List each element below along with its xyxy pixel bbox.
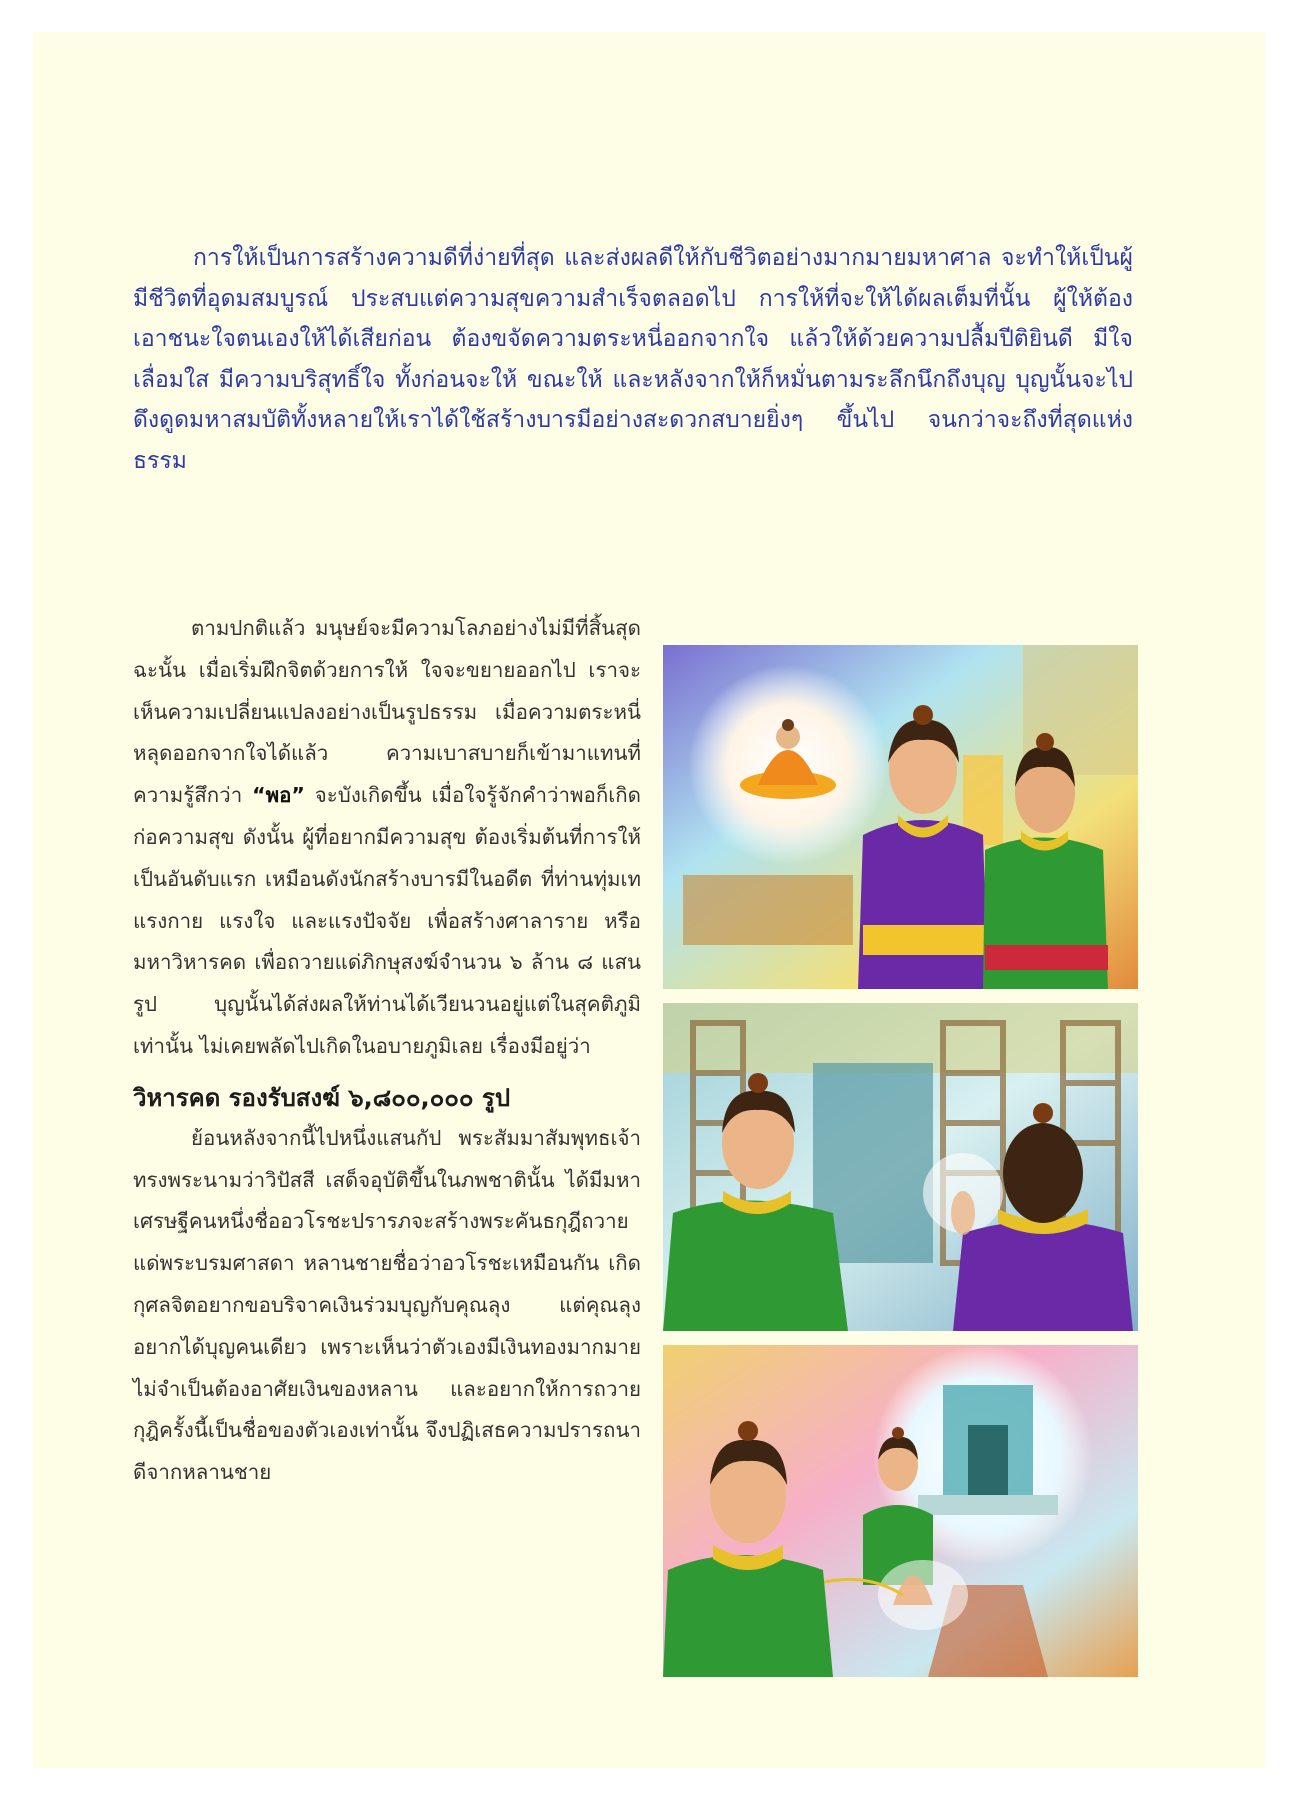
body-paragraph-1-start: ตามปกติแล้ว มนุษย์จะมีความโลภอย่างไม่มีที่สิ้นสุด ฉะนั้น เมื่อเริ่มฝึกจิตด้วยการให้ ใจจะขยายออกไป เราจะเห็นความเปลี่ยนแปลงอย่างเป็นรูปธรรม เมื่อความตระหนี่หลุดออกจากใจได้แล้ว ความเบาสบายก็เข้ามาแทนที่ ความรู้สึกว่า — [133, 616, 641, 808]
body-paragraph-2: ย้อนหลังจากนี้ไปหนึ่งแสนกัป พระสัมมาสัมพุทธเจ้าทรงพระนามว่าวิปัสสี เสด็จอุบัติขึ้นในภพชาตินั้น ได้มีมหาเศรษฐีคนหนึ่งชื่ออวโรชะปรารภจะสร้างพระคันธกุฎีถวายแด่พระบรมศาสดา หลานชายชื่อว่าอวโรชะเหมือนกัน เกิดกุศลจิตอยากขอบริจาคเงินร่วมบุญกับคุณลุง แต่คุณลุงอยากได้บุญคนเดียว เพราะเห็นว่าตัวเองมีเงินทองมากมายไม่จำเป็นต้องอาศัยเงินของหลาน และอยากให้การถวายกุฎิครั้งนี้เป็นชื่อของตัวเองเท่านั้น จึงปฏิเสธความปรารถนาดีจากหลานชาย — [133, 1125, 641, 1485]
illustration-two-men-at-temple — [663, 1003, 1138, 1331]
intro-paragraph: การให้เป็นการสร้างความดีที่ง่ายที่สุด และส่งผลดีให้กับชีวิตอย่างมากมายมหาศาล จะทำให้เป็นผู้มีชีวิตที่อุดมสมบูรณ์ ประสบแต่ความสุขความสำเร็จตลอดไป การให้ที่จะให้ได้ผลเต็มที่นั้น ผู้ให้ต้องเอาชนะใจตนเองให้ได้เสียก่อน ต้องขจัดความตระหนี่ออกจากใจ แล้วให้ด้วยความปลื้มปีติยินดี มีใจเลื่อมใส มีความบริสุทธิ์ใจ ทั้งก่อนจะให้ ขณะให้ และหลังจากให้ก็หมั่นตามระลึกนึกถึงบุญ บุญนั้นจะไปดึงดูดมหาสมบัติทั้งหลายให้เราได้ใช้สร้างบารมีอย่างสะดวกสบายยิ่งๆ ขึ้นไป จนกว่าจะถึงที่สุดแห่งธรรม — [133, 245, 1133, 474]
intro-text — [133, 238, 1133, 481]
body-column — [133, 608, 641, 1494]
emphasis-word: “พอ” — [252, 783, 305, 808]
body-paragraph-1 — [133, 608, 641, 1068]
illustration-buddha-and-two-men — [663, 645, 1138, 989]
section-heading: วิหารคด รองรับสงฆ์ ๖,๘๐๐,๐๐๐ รูป — [133, 1083, 511, 1112]
body-paragraph-1-end: จะบังเกิดขึ้น เมื่อใจรู้จักคำว่าพอก็เกิดก่อความสุข ดังนั้น ผู้ที่อยากมีความสุข ต้องเริ่มต้นที่การให้เป็นอันดับแรก เหมือนดังนักสร้างบารมีในอดีต ที่ท่านทุ่มเทแรงกาย แรงใจ และแรงปัจจัย เพื่อสร้างศาลาราย หรือมหาวิหารคด เพื่อถวายแด่ภิกษุสงฆ์จำนวน ๖ ล้าน ๘ แสนรูป บุญนั้นได้ส่งผลให้ท่านได้เวียนวนอยู่แต่ในสุคติภูมิเท่านั้น ไม่เคยพลัดไปเกิดในอบายภูมิเลย เรื่องมีอยู่ว่า — [133, 783, 641, 1058]
illustration-man-with-vision — [663, 1345, 1138, 1677]
